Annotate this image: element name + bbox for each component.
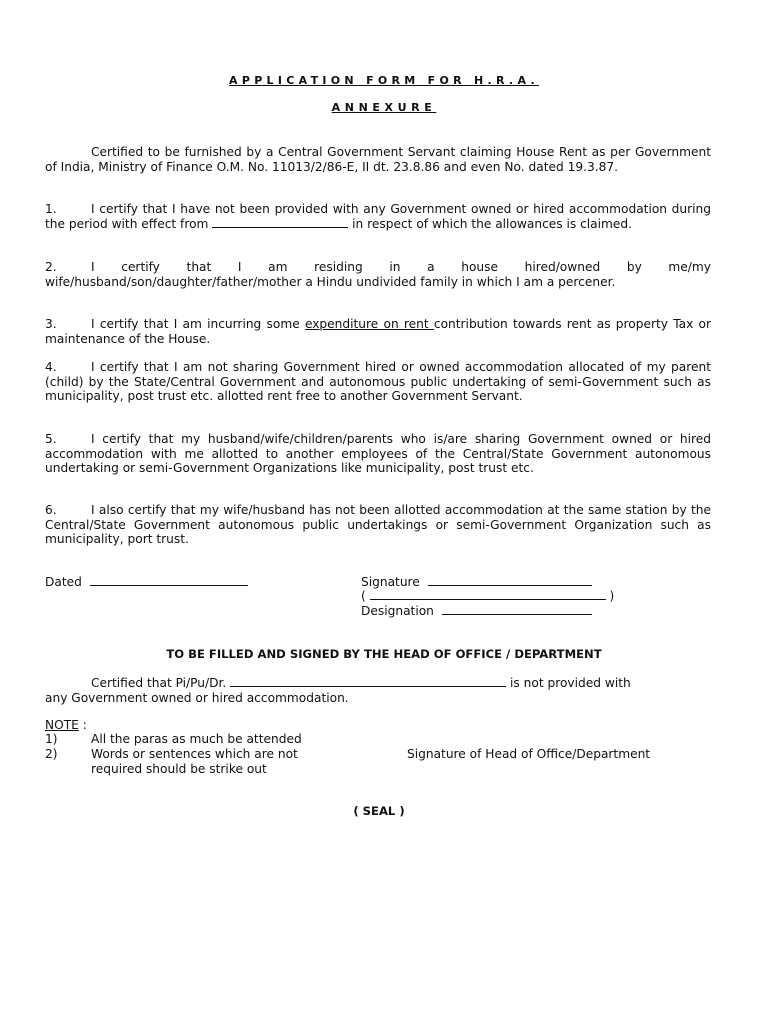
signature-row xyxy=(361,575,592,590)
form-title: APPLICATION FORM FOR H.R.A. xyxy=(229,74,539,87)
head-certification: Certified that Pi/Pu/Dr. is not provided with any Government owned or hired accommodation. xyxy=(45,676,631,705)
seal-label: ( SEAL ) xyxy=(353,804,405,818)
form-subtitle: ANNEXURE xyxy=(331,101,437,114)
designation-row xyxy=(361,604,592,619)
note-item-2: 2) Words or sentences which are not xyxy=(45,747,298,761)
intro-paragraph: Certified to be furnished by a Central Government Servant claiming House Rent as per Government of India, Ministry of Finance O.M. No. 11013/2/86-E, II dt. 23.8.86 and even No. dated 19.3.87. xyxy=(45,145,711,174)
head-signature-label: Signature of Head of Office/Department xyxy=(407,747,651,761)
designation-label: Designation xyxy=(361,604,434,618)
designation-field[interactable] xyxy=(442,604,592,615)
item-4: 4. I certify that I am not sharing Government hired or owned accommodation allocated of my parent (child) by the State/Central Government and autonomous public undertaking of semi-Government such as municipality, post trust etc. allotted rent free to another Government Servant. xyxy=(45,360,711,404)
dated-label: Dated xyxy=(45,575,82,589)
head-section-title: TO BE FILLED AND SIGNED BY THE HEAD OF OFFICE / DEPARTMENT xyxy=(166,647,602,661)
name-field[interactable] xyxy=(370,589,606,600)
note-heading: NOTE : xyxy=(45,718,87,732)
item-3: 3. I certify that I am incurring some expenditure on rent contribution towards rent as property Tax or maintenance of the House. xyxy=(45,317,712,346)
note-item-2-continued: required should be strike out xyxy=(91,762,267,776)
item-6: 6. I also certify that my wife/husband has not been allotted accommodation at the same station by the Central/State Government autonomous public undertakings or semi-Government Organization such as municipality, port trust. xyxy=(45,503,711,547)
dated-row xyxy=(45,575,248,590)
effect-date-field[interactable] xyxy=(212,217,348,228)
employee-name-field[interactable] xyxy=(230,676,506,687)
item-2: 2. I certify that I am residing in a house hired/owned by me/my wife/husband/son/daughter/father/mother a Hindu undivided family in which I am a percener. xyxy=(45,260,711,289)
signature-label: Signature xyxy=(361,575,420,589)
dated-field[interactable] xyxy=(90,575,248,586)
name-bracket-row: ( ) xyxy=(361,589,615,603)
note-item-1: 1) All the paras as much be attended xyxy=(45,732,302,746)
signature-field[interactable] xyxy=(428,575,592,586)
item-1: 1. I certify that I have not been provided with any Government owned or hired accommodation during the period with effect from in respect of which the allowances is claimed. xyxy=(45,202,711,231)
item-5: 5. I certify that my husband/wife/children/parents who is/are sharing Government owned or hired accommodation with me allotted to another employees of the Central/State Government autonomous undertaking or semi-Government Organizations like municipality, post trust etc. xyxy=(45,432,711,476)
